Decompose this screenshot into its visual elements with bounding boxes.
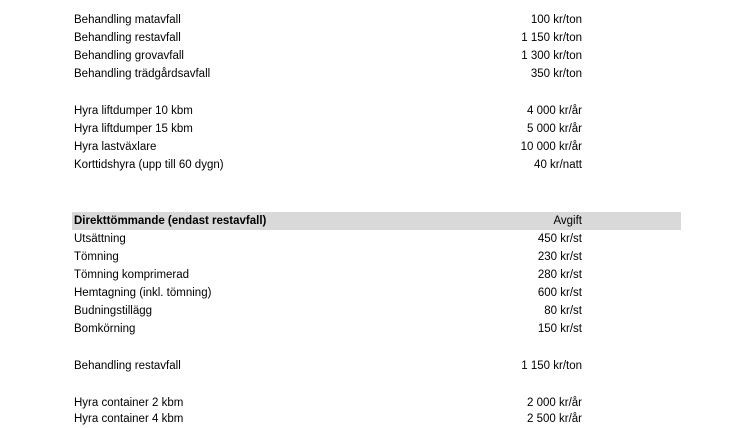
- row-label: Budningstillägg: [74, 305, 153, 317]
- table-row: [74, 358, 582, 375]
- row-value: 1 150 kr/ton: [521, 32, 582, 44]
- table-row: [74, 285, 582, 302]
- row-label: Behandling grovavfall: [74, 50, 184, 62]
- section-header-value: Avgift: [553, 215, 582, 227]
- row-value: 2 000 kr/år: [527, 397, 582, 409]
- table-row: [74, 303, 582, 320]
- row-value: 2 500 kr/år: [527, 413, 582, 425]
- table-row: [74, 267, 582, 284]
- table-row: [74, 411, 582, 428]
- row-label: Hemtagning (inkl. tömning): [74, 287, 212, 299]
- table-row: [74, 139, 582, 156]
- table-row: [74, 12, 582, 29]
- table-row: [74, 30, 582, 47]
- row-value: 10 000 kr/år: [520, 141, 582, 153]
- row-label: Utsättning: [74, 233, 126, 245]
- row-label: Bomkörning: [74, 323, 136, 335]
- row-value: 5 000 kr/år: [527, 123, 582, 135]
- row-label: Behandling matavfall: [74, 14, 181, 26]
- row-value: 100 kr/ton: [530, 14, 582, 26]
- table-row: [74, 231, 582, 248]
- row-label: Tömning: [74, 251, 119, 263]
- table-row: [74, 66, 582, 83]
- table-row: [74, 321, 582, 338]
- row-label: Tömning komprimerad: [74, 269, 190, 281]
- table-row: [74, 103, 582, 120]
- section-header: [72, 212, 681, 230]
- row-value: 280 kr/st: [537, 269, 582, 281]
- row-value: 4 000 kr/år: [527, 105, 582, 117]
- row-value: 1 150 kr/ton: [521, 360, 582, 372]
- row-value: 80 kr/st: [544, 305, 582, 317]
- row-value: 450 kr/st: [537, 233, 582, 245]
- row-value: 230 kr/st: [537, 251, 582, 263]
- row-label: Behandling restavfall: [74, 32, 181, 44]
- row-value: 40 kr/natt: [534, 159, 582, 171]
- table-row: [74, 121, 582, 138]
- table-row: [74, 249, 582, 266]
- table-row: [74, 157, 582, 174]
- row-value: 350 kr/ton: [530, 68, 582, 80]
- row-label: Behandling trädgårdsavfall: [74, 68, 211, 80]
- table-row: [74, 395, 582, 412]
- row-label: Hyra liftdumper 10 kbm: [74, 105, 193, 117]
- row-label: Hyra container 4 kbm: [74, 413, 184, 425]
- row-label: Behandling restavfall: [74, 360, 181, 372]
- row-label: Korttidshyra (upp till 60 dygn): [74, 159, 224, 171]
- row-label: Hyra lastväxlare: [74, 141, 157, 153]
- row-label: Hyra container 2 kbm: [74, 397, 184, 409]
- row-value: 600 kr/st: [537, 287, 582, 299]
- section-header-label: Direkttömmande (endast restavfall): [74, 215, 267, 227]
- table-row: [74, 48, 582, 65]
- row-value: 150 kr/st: [537, 323, 582, 335]
- row-label: Hyra liftdumper 15 kbm: [74, 123, 193, 135]
- row-value: 1 300 kr/ton: [521, 50, 582, 62]
